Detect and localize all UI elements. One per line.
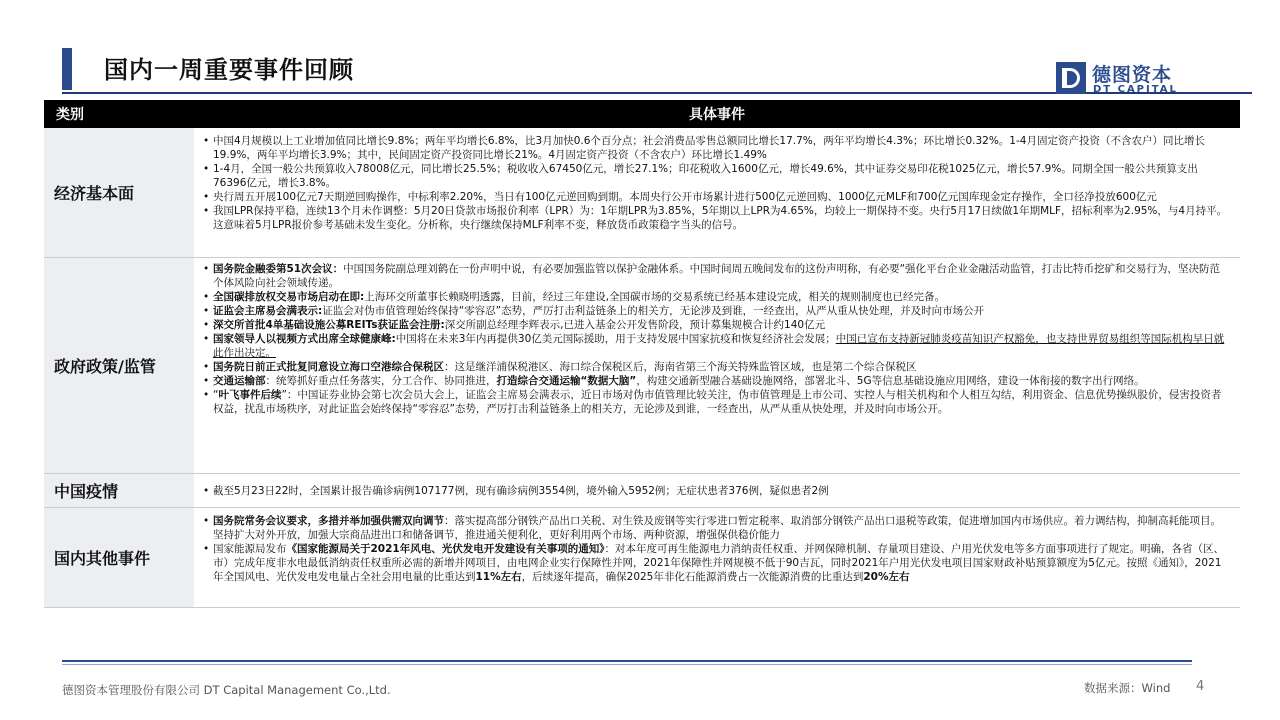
row-events — [194, 508, 1240, 607]
event-item: • 深交所首批4单基础设施公募REITs获证监会注册:深交所副总经理李辉表示,已进入基金公开发售阶段，预计募集规模合计约140亿元 — [203, 318, 1230, 332]
event-item: • 国家领导人以视频方式出席全球健康峰:中国将在未来3年内再提供30亿美元国际援助，用于支持发展中国家抗疫和恢复经济社会发展；中国已宣布支持新冠肺炎疫苗知识产权豁免，也支持世界贸易组织等国际机构早日就此作出决定。 — [203, 332, 1230, 360]
event-item: • 全国碳排放权交易市场启动在即:上海环交所董事长赖晓明透露，目前，经过三年建设,全国碳市场的交易系统已经基本建设完成，相关的规则制度也已经完备。 — [203, 290, 1230, 304]
footer-divider — [62, 660, 1192, 662]
title-accent-bar — [62, 48, 72, 90]
event-item: • 国家能源局发布《国家能源局关于2021年风电、光伏发电开发建设有关事项的通知》：对本年度可再生能源电力消纳责任权重、并网保障机制、存量项目建设、户用光伏发电等多方面事项进行了规定。明确，各省（区、市）完成年度非水电最低消纳责任权重所必需的新增并网项目，由电网企业实行保障性并网，2021年保障性并网规模不低于90吉瓦，同时2021年户用光伏发电项目国家财政补贴预算额度为5亿元。按照《通知》，2021年全国风电、光伏发电发电量占全社会用电量的比重达到11%左右，后续逐年提高，确保2025年非化石能源消费占一次能源消费的比重达到20%左右 — [203, 542, 1230, 584]
row-category: 经济基本面 — [44, 128, 194, 257]
table-row-other — [44, 508, 1240, 608]
row-category: 中国疫情 — [44, 474, 194, 507]
page-title: 国内一周重要事件回顾 — [104, 56, 354, 84]
company-logo — [1056, 60, 1256, 96]
table-row-economy — [44, 128, 1240, 258]
header-events: 具体事件 — [689, 107, 745, 123]
event-item: • 国务院常务会议要求，多措并举加强供需双向调节：落实提高部分钢铁产品出口关税、对生铁及废钢等实行零进口暂定税率、取消部分钢铁产品出口退税等政策，促进增加国内市场供应。着力调结构，抑制高耗能项目。坚持扩大对外开放，加强大宗商品进出口和储备调节，推进通关便利化，更好利用两个市场、两种资源，增强保供稳价能力 — [203, 514, 1230, 542]
header-category: 类别 — [56, 107, 84, 123]
event-item: • 国务院金融委第51次会议：中国国务院副总理刘鹤在一份声明中说，有必要加强监管以保护金融体系。中国时间周五晚间发布的这份声明称，有必要“强化平台企业金融活动监管，打击比特币挖矿和交易行为，坚决防范个体风险向社会领域传递。 — [203, 262, 1230, 290]
event-item: • 证监会主席易会满表示:证监会对伪市值管理始终保持“零容忍”态势，严厉打击利益链条上的相关方，无论涉及到谁，一经查出，从严从重从快处理，并及时向市场公开 — [203, 304, 1230, 318]
row-events — [194, 474, 1240, 507]
row-events — [194, 128, 1240, 257]
event-item: • 交通运输部：统筹抓好重点任务落实，分工合作、协同推进，打造综合交通运输“数据大脑”，构建交通新型融合基础设施网络，部署北斗、5G等信息基础设施应用网络，建设一体衔接的数字出行网络。 — [203, 374, 1230, 388]
event-item: • 截至5月23日22时，全国累计报告确诊病例107177例，现有确诊病例3554例，境外输入5952例；无症状患者376例，疑似患者2例 — [203, 484, 829, 498]
table-header — [44, 100, 1240, 128]
logo-text-cn: 德图资本 — [1092, 64, 1173, 86]
logo-d-icon — [1056, 62, 1086, 94]
table-row-epidemic — [44, 474, 1240, 508]
footer-company: 德图资本管理股份有限公司 DT Capital Management Co.,Ltd. — [62, 683, 391, 697]
row-category: 政府政策/监管 — [44, 258, 194, 473]
event-item: • 中国4月规模以上工业增加值同比增长9.8%；两年平均增长6.8%，比3月加快0.6个百分点；社会消费品零售总额同比增长17.7%，两年平均增长4.3%；环比增长0.32%。1-4月固定资产投资（不含农户）同比增长19.9%，两年平均增长3.9%；其中，民间固定资产投资同比增长21%。4月固定资产投资（不含农户）环比增长1.49% — [203, 134, 1230, 162]
row-events — [194, 258, 1240, 473]
row-category: 国内其他事件 — [44, 508, 194, 607]
event-item: • 央行周五开展100亿元7天期逆回购操作，中标利率2.20%，当日有100亿元逆回购到期。本周央行公开市场累计进行500亿元逆回购、1000亿元MLF和700亿元国库现金定存操作，全口径净投放600亿元 — [203, 190, 1230, 204]
event-item: • 1-4月，全国一般公共预算收入78008亿元，同比增长25.5%；税收收入67450亿元，增长27.1%；印花税收入1600亿元，增长49.6%，其中证券交易印花税1025亿元，增长57.9%。同期全国一般公共预算支出76396亿元，增长3.8%。 — [203, 162, 1230, 190]
page-number: 4 — [1196, 679, 1205, 694]
footer-divider-thin — [62, 664, 1192, 665]
table-row-policy — [44, 258, 1240, 474]
event-item: • 国务院日前正式批复同意设立海口空港综合保税区：这是继洋浦保税港区、海口综合保税区后，海南省第三个海关特殊监管区域，也是第二个综合保税区 — [203, 360, 1230, 374]
event-item: • 我国LPR保持平稳，连续13个月未作调整：5月20日贷款市场报价利率（LPR）为：1年期LPR为3.85%，5年期以上LPR为4.65%，均较上一期保持不变。央行5月17日续做1年期MLF，招标利率为2.95%，与4月持平。这意味着5月LPR报价参考基础未发生变化。分析称，央行继续保持MLF利率不变，释放货币政策稳字当头的信号。 — [203, 204, 1230, 232]
event-item: • “叶飞事件后续”：中国证券业协会第七次会员大会上，证监会主席易会满表示，近日市场对伪市值管理比较关注，伪市值管理是上市公司、实控人与相关机构和个人相互勾结，利用资金、信息优势操纵股价，侵害投资者权益，扰乱市场秩序，对此证监会始终保持“零容忍”态势，严厉打击利益链条上的相关方，无论涉及到谁，一经查出，从严从重从快处理，并及时向市场公开。 — [203, 388, 1230, 416]
events-table — [44, 100, 1240, 608]
footer-source: 数据来源：Wind — [1084, 681, 1171, 695]
logo-text-en: DT CAPITAL — [1093, 84, 1178, 95]
